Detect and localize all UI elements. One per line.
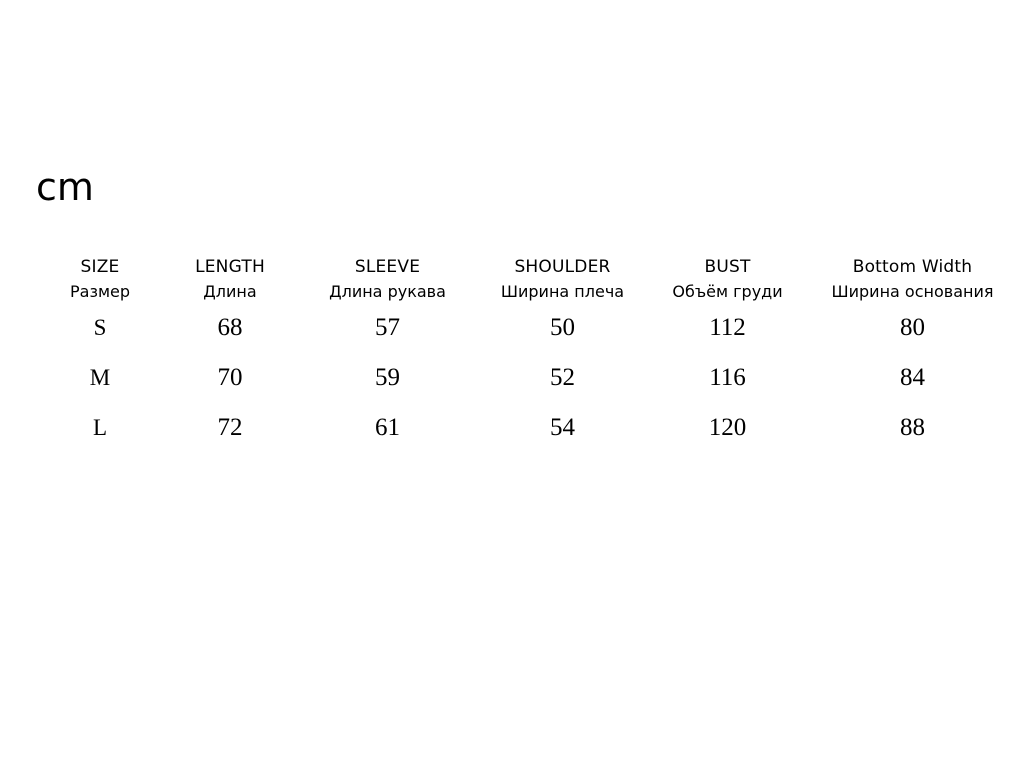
cell-bust: 116 bbox=[709, 364, 746, 391]
cell-sleeve: 61 bbox=[375, 414, 400, 441]
column-header-sleeve-ru: Длина рукава bbox=[329, 282, 446, 301]
cell-length: 72 bbox=[217, 414, 243, 441]
cell-sleeve: 59 bbox=[375, 364, 400, 391]
column-header-length bbox=[160, 255, 300, 303]
column-header-size bbox=[40, 255, 160, 303]
column-header-size-en: SIZE bbox=[80, 257, 120, 277]
column-header-bottom-width-ru: Ширина основания bbox=[831, 282, 994, 301]
table-row bbox=[40, 303, 1020, 353]
table-row bbox=[40, 403, 1020, 453]
cell-sleeve: 57 bbox=[375, 314, 400, 341]
column-header-sleeve-en: SLEEVE bbox=[354, 257, 421, 277]
column-header-sleeve bbox=[300, 255, 475, 303]
cell-size: M bbox=[89, 365, 111, 390]
size-chart-table bbox=[40, 255, 1020, 453]
cell-size: L bbox=[92, 415, 108, 440]
column-header-shoulder-en: SHOULDER bbox=[514, 257, 611, 277]
unit-label: cm bbox=[36, 165, 94, 209]
cell-shoulder: 54 bbox=[550, 414, 575, 441]
column-header-length-en: LENGTH bbox=[195, 257, 265, 277]
column-header-shoulder-ru: Ширина плеча bbox=[500, 282, 625, 301]
column-header-size-ru: Размер bbox=[69, 282, 131, 301]
column-header-bust bbox=[650, 255, 805, 303]
column-header-length-ru: Длина bbox=[203, 282, 257, 301]
cell-length: 70 bbox=[217, 364, 243, 391]
cell-bottom-width: 88 bbox=[900, 414, 925, 441]
cell-bottom-width: 80 bbox=[900, 314, 925, 341]
column-header-bust-en: BUST bbox=[704, 257, 751, 277]
cell-size: S bbox=[93, 315, 107, 340]
column-header-bottom-width bbox=[805, 255, 1020, 303]
column-header-shoulder bbox=[475, 255, 650, 303]
cell-bottom-width: 84 bbox=[900, 364, 925, 391]
cell-bust: 112 bbox=[709, 314, 746, 341]
column-header-bottom-width-en: Bottom Width bbox=[852, 257, 973, 277]
table-row bbox=[40, 353, 1020, 403]
table-header-row bbox=[40, 255, 1020, 303]
cell-length: 68 bbox=[217, 314, 243, 341]
cell-shoulder: 52 bbox=[550, 364, 575, 391]
column-header-bust-ru: Объём груди bbox=[672, 282, 783, 301]
cell-shoulder: 50 bbox=[550, 314, 575, 341]
cell-bust: 120 bbox=[708, 414, 747, 441]
